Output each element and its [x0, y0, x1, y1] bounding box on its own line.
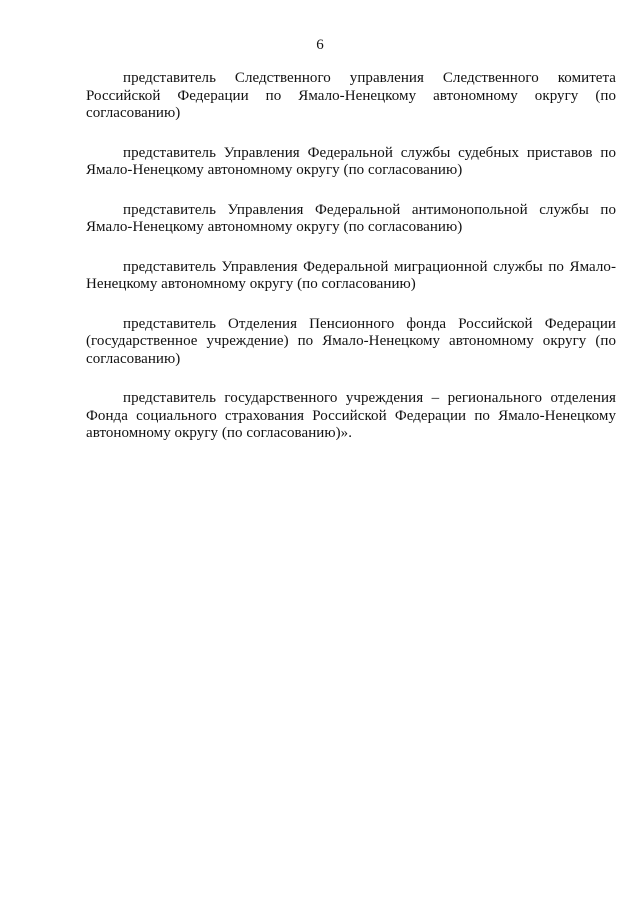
document-body [86, 70, 616, 465]
page-number: 6 [316, 37, 324, 53]
paragraph-bailiffs-service: представитель Управления Федеральной службы судебных приставов по Ямало-Ненецкому автономному округу (по согласованию) [86, 144, 616, 178]
paragraph-social-insurance-fund: представитель государственного учреждения – регионального отделения Фонда социального страхования Российской Федерации по Ямало-Ненецкому автономному округу (по согласованию)». [86, 390, 616, 441]
paragraph-investigative-committee: представитель Следственного управления Следственного комитета Российской Федерации по Ямало-Ненецкому автономному округу (по согласованию) [86, 70, 616, 121]
paragraph-pension-fund: представитель Отделения Пенсионного фонда Российской Федерации (государственное учреждение) по Ямало-Ненецкому автономному округу (по согласованию) [86, 315, 616, 367]
paragraph-antimonopoly-service: представитель Управления Федеральной антимонопольной службы по Ямало-Ненецкому автономному округу (по согласованию) [86, 201, 616, 235]
paragraph-migration-service: представитель Управления Федеральной миграционной службы по Ямало-Ненецкому автономному округу (по согласованию) [86, 258, 616, 292]
